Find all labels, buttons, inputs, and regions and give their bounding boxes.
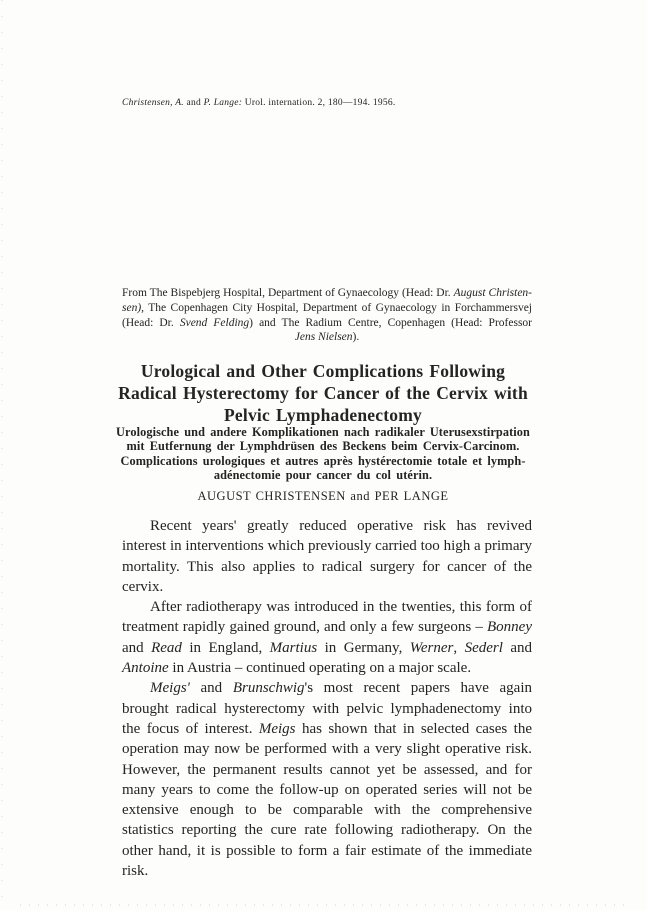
article-title-line-1: Urological and Other Complications Following	[140, 361, 506, 381]
body-paragraph-2: After radiotherapy was introduced in the twenties, this form of treatment rapidly gained ground, and only a few surgeons – Bonney and Read in England, Martius in Germany, Werner, Sederl and Antoine in Austria – continued operating on a major scale.	[122, 599, 533, 677]
subtitle-german	[95, 425, 551, 453]
journal-citation: Christensen, A. and P. Lange: Urol. internation. 2, 180—194. 1956.	[122, 98, 396, 108]
subtitle-french-line-2: adénectomie pour cancer du col utérin.	[213, 468, 433, 482]
affiliation-line-4: Jens Nielsen).	[294, 331, 360, 344]
scan-artifact-bottom-edge	[20, 904, 630, 906]
body-paragraph-1: Recent years' greatly reduced operative risk has revived interest in interventions which previously carried too high a primary mortality. This also applies to radical surgery for cancer of the cervix.	[122, 518, 532, 595]
subtitle-french-line-1: Complications urologiques et autres après hystérectomie totale et lymph-	[120, 454, 526, 468]
article-body	[122, 516, 532, 881]
article-title	[95, 360, 551, 426]
affiliation-line-2: sen), The Copenhagen City Hospital, Department of Gynaecology in Forchammersvej	[122, 301, 532, 314]
subtitle-german-line-1: Urologische und andere Komplikationen nach radikaler Uterusexstirpation	[116, 425, 530, 439]
affiliation-line-3: (Head: Dr. Svend Felding) and The Radium Centre, Copenhagen (Head: Professor	[122, 316, 532, 329]
subtitle-german-line-2: mit Eutfernung der Lymphdrüsen des Beckens beim Cervix-Carcinom.	[126, 439, 520, 453]
article-title-line-3: Pelvic Lymphadenectomy	[224, 405, 422, 425]
body-paragraph-3: Meigs' and Brunschwig's most recent papers have again brought radical hysterectomy with pelvic lymphadenectomy into the focus of interest. Meigs has shown that in selected cases the operation may now be performed with a very slight operative risk. However, the permanent results cannot yet be assessed, and for many years to come the follow-up on operated series will not be extensive enough to be comparable with the comprehensive statistics reporting the cure rate following radiotherapy. On the other hand, it is possible to form a fair estimate of the immediate risk.	[122, 680, 532, 880]
authors-line: AUGUST CHRISTENSEN and PER LANGE	[197, 489, 449, 503]
subtitle-french	[95, 454, 551, 482]
article-title-line-2: Radical Hysterectomy for Cancer of the Cervix with	[118, 383, 528, 403]
affiliation-block	[122, 286, 532, 345]
scan-artifact-left-edge	[1, 0, 3, 910]
affiliation-line-1: From The Bispebjerg Hospital, Department of Gynaecology (Head: Dr. August Christen-	[122, 287, 533, 299]
